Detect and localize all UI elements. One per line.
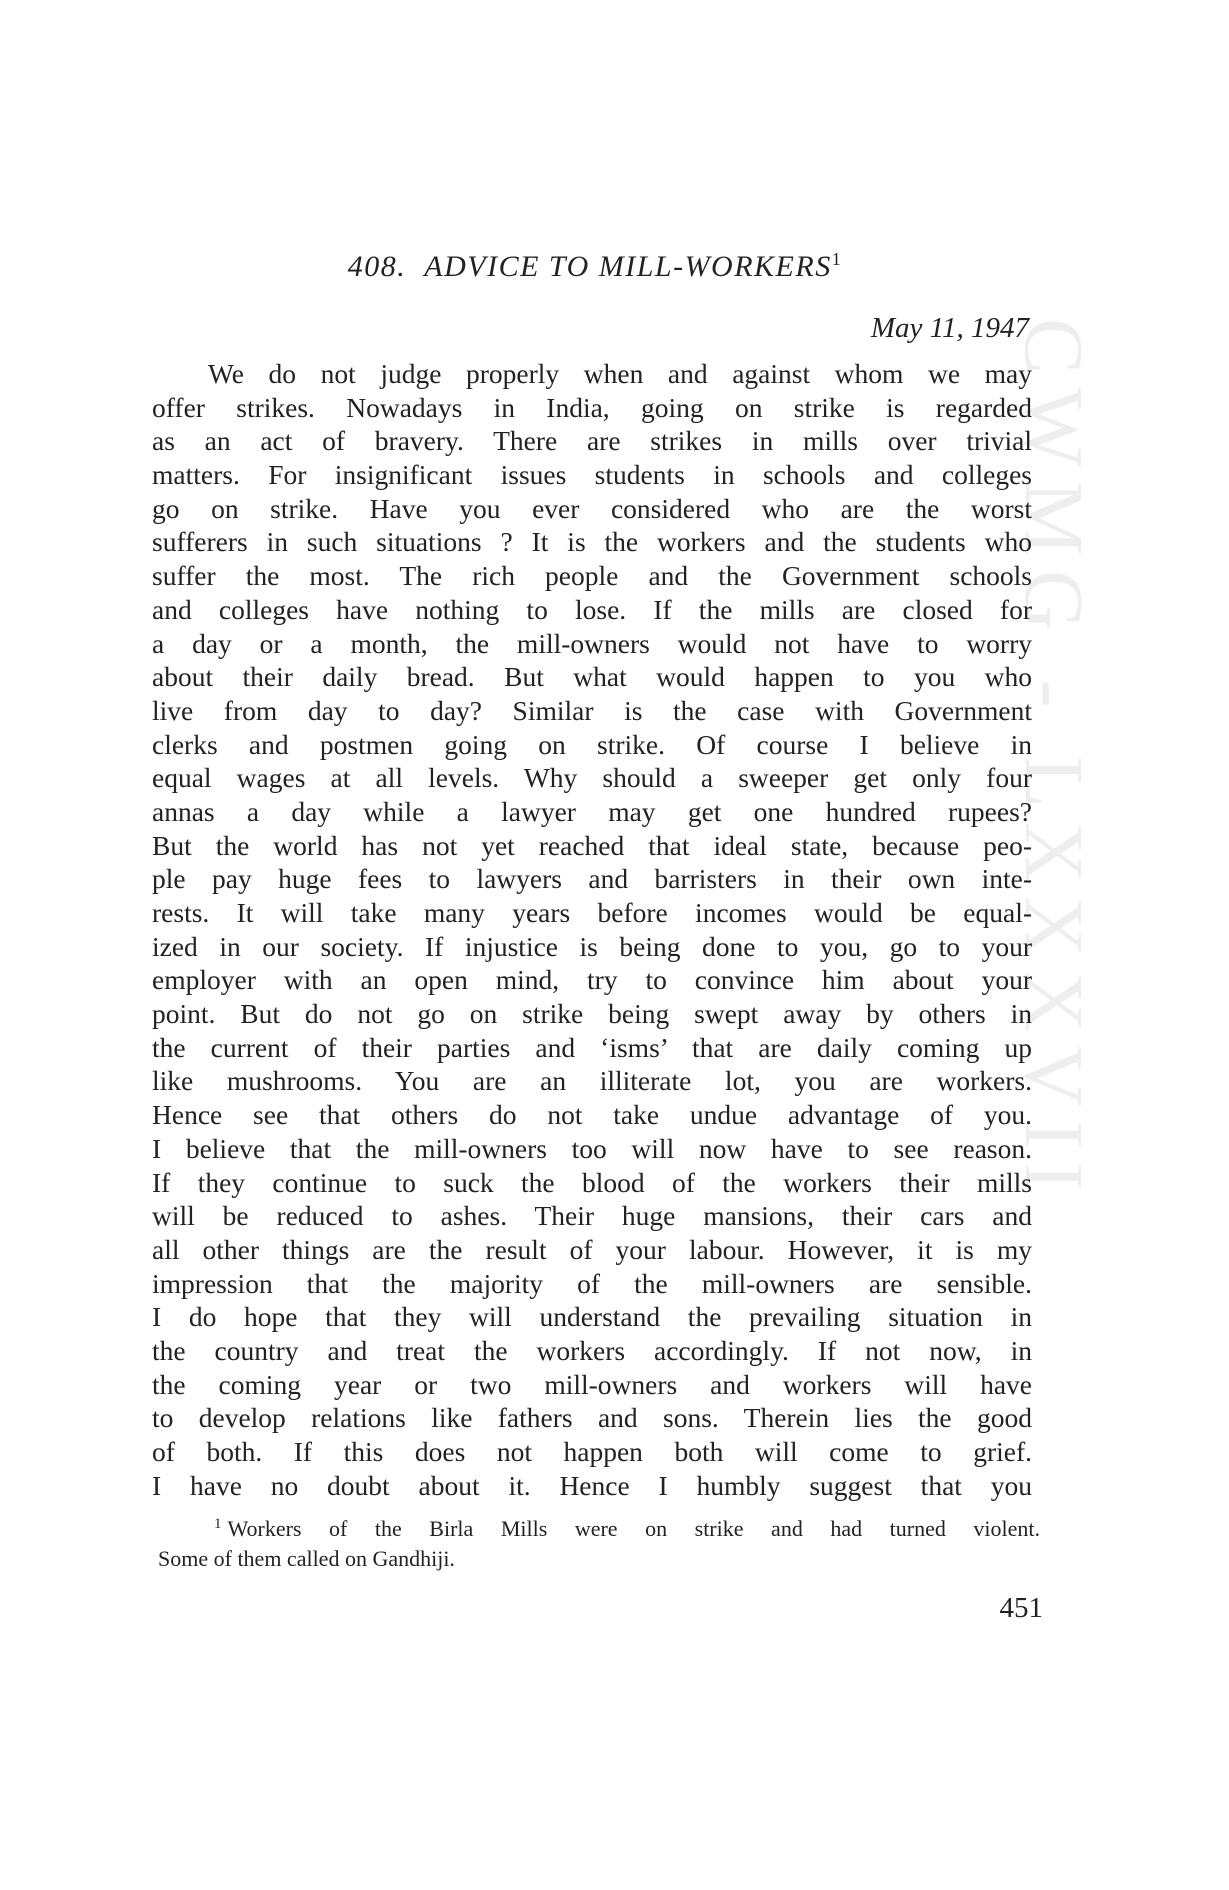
body-line: I believe that the mill-owners too will now have to see reason. — [152, 1132, 1032, 1164]
body-line: a day or a month, the mill-owners would not have to worry — [152, 627, 1032, 659]
body-line: employer with an open mind, try to convince him about your — [152, 964, 1032, 996]
footnote — [158, 1514, 1040, 1574]
body-line: the coming year or two mill-owners and workers will have — [152, 1368, 1032, 1400]
watermark-text: CWMG - LXXXVII — [1007, 318, 1100, 1205]
body-line: to develop relations like fathers and sons. Therein lies the good — [152, 1402, 1032, 1434]
footnote-reference: 1 — [831, 249, 843, 269]
body-line: If they continue to suck the blood of the workers their mills — [152, 1166, 1032, 1198]
body-line: We do not judge properly when and against whom we may — [208, 358, 1032, 389]
body-line: like mushrooms. You are an illiterate lot, you are workers. — [152, 1065, 1032, 1097]
body-line: all other things are the result of your labour. However, it is my — [152, 1233, 1032, 1265]
body-line: ized in our society. If injustice is being done to you, go to your — [152, 930, 1032, 962]
body-line: But the world has not yet reached that ideal state, because peo- — [152, 829, 1032, 861]
body-line: equal wages at all levels. Why should a sweeper get only four — [152, 762, 1032, 794]
body-line: as an act of bravery. There are strikes in mills over trivial — [152, 425, 1032, 457]
body-line: will be reduced to ashes. Their huge mansions, their cars and — [152, 1200, 1032, 1232]
body-line: impression that the majority of the mill-owners are sensible. — [152, 1267, 1032, 1299]
body-paragraph — [152, 357, 1032, 1502]
body-line: go on strike. Have you ever considered who are the worst — [152, 492, 1032, 524]
page-number: 451 — [999, 1592, 1043, 1624]
footnote-text: Workers of the Birla Mills were on strike and had turned violent. — [227, 1516, 1040, 1541]
body-line: offer strikes. Nowadays in India, going on strike is regarded — [152, 391, 1032, 423]
article-title: ADVICE TO MILL-WORKERS — [424, 250, 832, 283]
body-line: point. But do not go on strike being swept away by others in — [152, 998, 1032, 1030]
footnote-line: Some of them called on Gandhiji. — [158, 1546, 455, 1571]
body-line: sufferers in such situations ? It is the workers and the students who — [152, 526, 1032, 558]
footnote-line — [158, 1514, 1040, 1544]
body-line: live from day to day? Similar is the case with Government — [152, 694, 1032, 726]
article-number: 408. — [347, 250, 407, 283]
article-date: May 11, 1947 — [870, 312, 1029, 344]
body-line: rests. It will take many years before incomes would be equal- — [152, 897, 1032, 928]
body-line: clerks and postmen going on strike. Of course I believe in — [152, 728, 1032, 760]
body-line: the country and treat the workers accordingly. If not now, in — [152, 1334, 1032, 1366]
body-line: I do hope that they will understand the prevailing situation in — [152, 1301, 1032, 1333]
body-line: matters. For insignificant issues students in schools and colleges — [152, 459, 1032, 491]
body-line: I have no doubt about it. Hence I humbly suggest that you — [152, 1469, 1032, 1501]
footnote-marker: 1 — [214, 1515, 222, 1532]
body-line: the current of their parties and ‘isms’ that are daily coming up — [152, 1031, 1032, 1063]
body-line: of both. If this does not happen both will come to grief. — [152, 1436, 1032, 1467]
body-line: and colleges have nothing to lose. If the mills are closed for — [152, 593, 1032, 625]
body-line: ple pay huge fees to lawyers and barristers in their own inte- — [152, 863, 1032, 895]
body-line: Hence see that others do not take undue advantage of you. — [152, 1099, 1032, 1131]
body-line: suffer the most. The rich people and the Government schools — [152, 560, 1032, 592]
body-line: annas a day while a lawyer may get one hundred rupees? — [152, 795, 1032, 827]
article-heading — [150, 250, 1040, 284]
body-line: about their daily bread. But what would happen to you who — [152, 661, 1032, 693]
